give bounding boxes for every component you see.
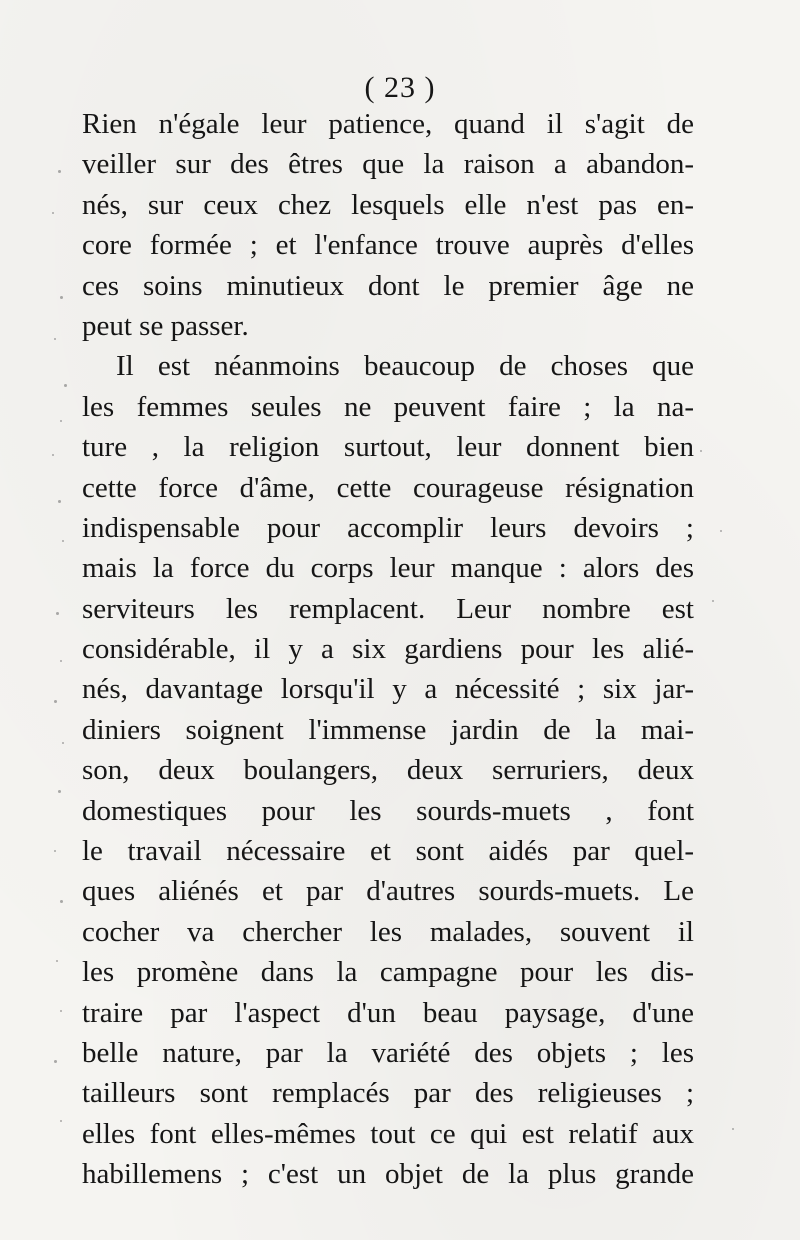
paper-speck [60, 900, 63, 903]
text-line: diniers soignent l'immense jardin de la mai- [82, 713, 694, 746]
paper-speck [58, 500, 61, 503]
paper-speck [56, 612, 59, 615]
paper-speck [60, 420, 62, 422]
text-line: ces soins minutieux dont le premier âge ne [82, 269, 694, 302]
text-line: elles font elles-mêmes tout ce qui est relatif aux [82, 1117, 694, 1150]
text-line: habillemens ; c'est un objet de la plus grande [82, 1158, 694, 1191]
paper-speck [712, 600, 714, 602]
text-line: ques aliénés et par d'autres sourds-muets. Le [82, 875, 694, 908]
paper-speck [58, 790, 61, 793]
text-line: cette force d'âme, cette courageuse résignation [82, 471, 694, 504]
paper-speck [58, 170, 61, 173]
text-line: Il est néanmoins beaucoup de choses que [116, 350, 694, 383]
text-line: indispensable pour accomplir leurs devoirs ; [82, 511, 694, 544]
text-line: cocher va chercher les malades, souvent il [82, 915, 694, 948]
text-line: mais la force du corps leur manque : alors des [82, 552, 694, 585]
text-line: considérable, il y a six gardiens pour les alié- [82, 633, 694, 666]
text-line: nés, sur ceux chez lesquels elle n'est pas en- [82, 188, 694, 221]
paper-speck [732, 1128, 734, 1130]
text-line: belle nature, par la variété des objets ; les [82, 1036, 694, 1069]
text-line: Rien n'égale leur patience, quand il s'agit de [82, 108, 694, 140]
paper-speck [60, 1010, 62, 1012]
body-text [82, 104, 694, 1195]
paper-speck [60, 1120, 62, 1122]
paper-speck [54, 338, 56, 340]
paper-speck [54, 850, 56, 852]
text-line: les promène dans la campagne pour les dis- [82, 956, 694, 989]
paper-speck [62, 742, 64, 744]
text-line: veiller sur des êtres que la raison a abandon- [82, 148, 694, 181]
paper-speck [60, 660, 62, 662]
paper-speck [52, 212, 54, 214]
text-line: domestiques pour les sourds-muets , font [82, 794, 694, 827]
paper-speck [54, 700, 57, 703]
text-line: tailleurs sont remplacés par des religieuses ; [82, 1077, 694, 1110]
text-line: les femmes seules ne peuvent faire ; la na- [82, 390, 694, 423]
text-line: ture , la religion surtout, leur donnent bien [82, 431, 694, 464]
text-line: son, deux boulangers, deux serruriers, deux [82, 754, 694, 787]
text-line: peut se passer. [82, 309, 249, 342]
paper-speck [60, 296, 63, 299]
text-line: traire par l'aspect d'un beau paysage, d'une [82, 996, 694, 1029]
paper-speck [56, 960, 58, 962]
paper-speck [720, 530, 722, 532]
paper-speck [700, 450, 702, 452]
page-number: ( 23 ) [364, 71, 436, 104]
text-line: le travail nécessaire et sont aidés par quel- [82, 835, 694, 868]
paper-speck [54, 1060, 57, 1063]
paper-speck [62, 540, 64, 542]
text-line: nés, davantage lorsqu'il y a nécessité ; six jar- [82, 673, 694, 706]
text-line: core formée ; et l'enfance trouve auprès d'elles [82, 229, 694, 262]
paper-speck [64, 384, 67, 387]
text-line: serviteurs les remplacent. Leur nombre est [82, 592, 694, 625]
paper-speck [52, 454, 54, 456]
